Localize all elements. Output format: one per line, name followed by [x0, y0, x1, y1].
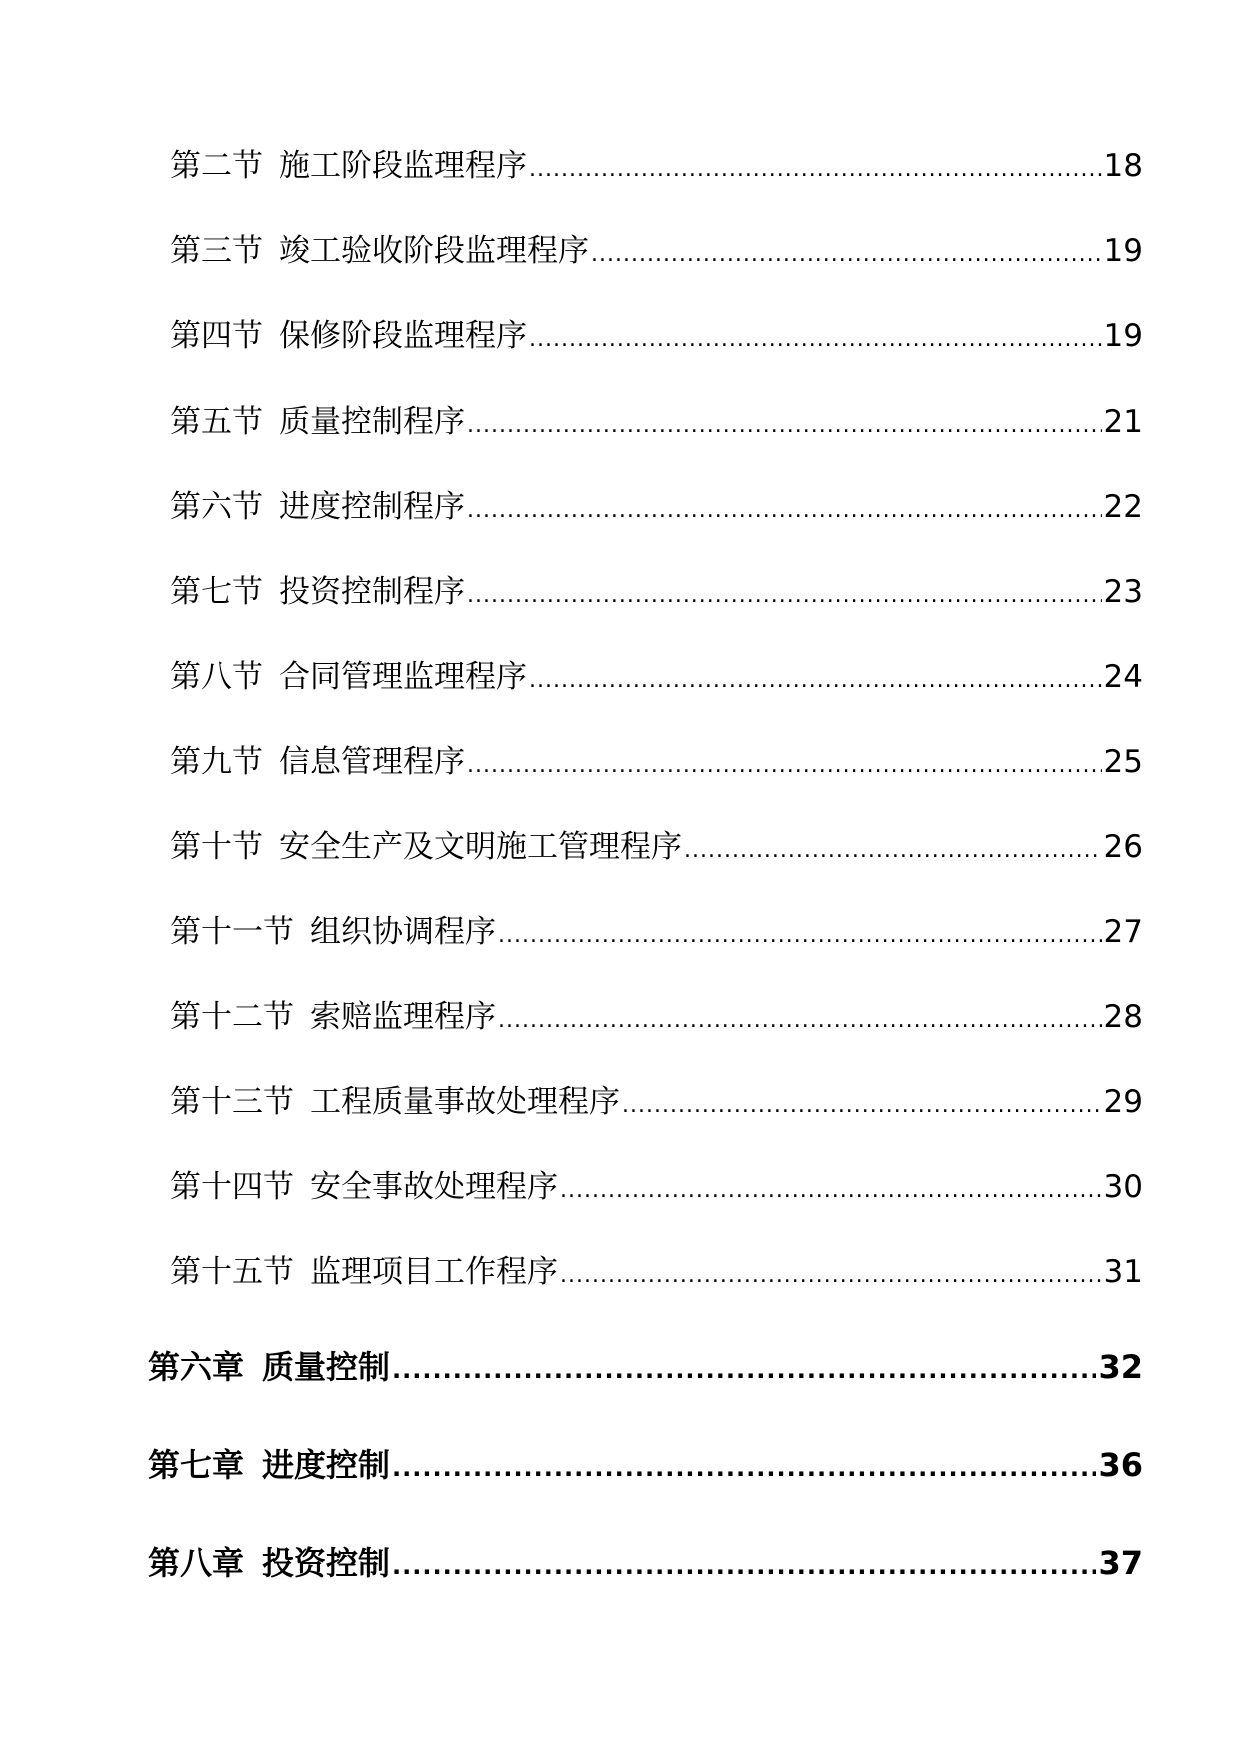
- dot-leader: [622, 1093, 1102, 1118]
- section-title: 投资控制程序: [279, 574, 465, 610]
- section-title: 安全生产及文明施工管理程序: [279, 829, 682, 865]
- dot-leader: [529, 157, 1102, 182]
- chapter-number: 第六章: [148, 1348, 245, 1386]
- page-number: 23: [1103, 574, 1143, 610]
- page-number: 25: [1103, 744, 1143, 780]
- dot-leader: [467, 753, 1102, 778]
- dot-leader: [392, 1552, 1096, 1580]
- dot-leader: [392, 1454, 1096, 1482]
- page-number: 29: [1103, 1084, 1143, 1120]
- page-number: 27: [1103, 914, 1143, 950]
- page-number: 32: [1098, 1348, 1143, 1386]
- section-number: 第三节: [170, 233, 263, 269]
- toc-entry-section[interactable]: [170, 225, 1143, 270]
- chapter-number: 第八章: [148, 1544, 245, 1582]
- dot-leader: [498, 1008, 1102, 1033]
- toc-entry-section[interactable]: [170, 651, 1143, 696]
- page-number: 36: [1098, 1446, 1143, 1484]
- chapter-title: 投资控制: [262, 1544, 391, 1582]
- section-title: 施工阶段监理程序: [279, 148, 527, 184]
- section-title: 工程质量事故处理程序: [310, 1084, 620, 1120]
- section-number: 第十二节: [170, 999, 294, 1035]
- section-number: 第十一节: [170, 914, 294, 950]
- chapter-number: 第七章: [148, 1446, 245, 1484]
- toc-entry-section[interactable]: [170, 566, 1143, 611]
- section-number: 第十三节: [170, 1084, 294, 1120]
- toc-entry-section[interactable]: [170, 1246, 1143, 1291]
- toc-entry-section[interactable]: [170, 310, 1143, 355]
- page-number: 26: [1103, 829, 1143, 865]
- dot-leader: [560, 1263, 1102, 1288]
- section-title: 合同管理监理程序: [279, 659, 527, 695]
- toc-entry-section[interactable]: [170, 481, 1143, 526]
- page-number: 18: [1103, 148, 1143, 184]
- page-number: 24: [1103, 659, 1143, 695]
- dot-leader: [467, 413, 1102, 438]
- dot-leader: [529, 668, 1102, 693]
- section-number: 第二节: [170, 148, 263, 184]
- toc-entry-chapter[interactable]: [148, 1342, 1143, 1388]
- dot-leader: [591, 242, 1102, 267]
- page-number: 19: [1103, 233, 1143, 269]
- section-title: 质量控制程序: [279, 404, 465, 440]
- section-title: 进度控制程序: [279, 489, 465, 525]
- section-title: 保修阶段监理程序: [279, 318, 527, 354]
- section-number: 第七节: [170, 574, 263, 610]
- page-number: 31: [1103, 1254, 1143, 1290]
- page-number: 28: [1103, 999, 1143, 1035]
- dot-leader: [498, 923, 1102, 948]
- section-number: 第九节: [170, 744, 263, 780]
- toc-entry-section[interactable]: [170, 821, 1143, 866]
- dot-leader: [684, 838, 1102, 863]
- section-title: 安全事故处理程序: [310, 1169, 558, 1205]
- section-number: 第五节: [170, 404, 263, 440]
- chapter-title: 进度控制: [262, 1446, 391, 1484]
- dot-leader: [467, 583, 1102, 608]
- chapter-title: 质量控制: [262, 1348, 391, 1386]
- toc-entry-section[interactable]: [170, 991, 1143, 1036]
- dot-leader: [392, 1356, 1096, 1384]
- toc-entry-chapter[interactable]: [148, 1538, 1143, 1584]
- section-title: 组织协调程序: [310, 914, 496, 950]
- toc-entry-section[interactable]: [170, 1076, 1143, 1121]
- dot-leader: [467, 498, 1102, 523]
- toc-entry-chapter[interactable]: [148, 1440, 1143, 1486]
- page-number: 22: [1103, 489, 1143, 525]
- page-number: 21: [1103, 404, 1143, 440]
- section-number: 第十五节: [170, 1254, 294, 1290]
- section-title: 索赔监理程序: [310, 999, 496, 1035]
- toc-entry-section[interactable]: [170, 906, 1143, 951]
- dot-leader: [560, 1178, 1102, 1203]
- page-number: 30: [1103, 1169, 1143, 1205]
- section-title: 竣工验收阶段监理程序: [279, 233, 589, 269]
- section-number: 第十节: [170, 829, 263, 865]
- toc-entry-section[interactable]: [170, 396, 1143, 441]
- toc-entry-section[interactable]: [170, 736, 1143, 781]
- page-number: 19: [1103, 318, 1143, 354]
- section-number: 第十四节: [170, 1169, 294, 1205]
- section-number: 第四节: [170, 318, 263, 354]
- page-number: 37: [1098, 1544, 1143, 1582]
- section-number: 第六节: [170, 489, 263, 525]
- section-title: 信息管理程序: [279, 744, 465, 780]
- toc-entry-section[interactable]: [170, 140, 1143, 185]
- section-title: 监理项目工作程序: [310, 1254, 558, 1290]
- section-number: 第八节: [170, 659, 263, 695]
- dot-leader: [529, 327, 1102, 352]
- toc-entry-section[interactable]: [170, 1161, 1143, 1206]
